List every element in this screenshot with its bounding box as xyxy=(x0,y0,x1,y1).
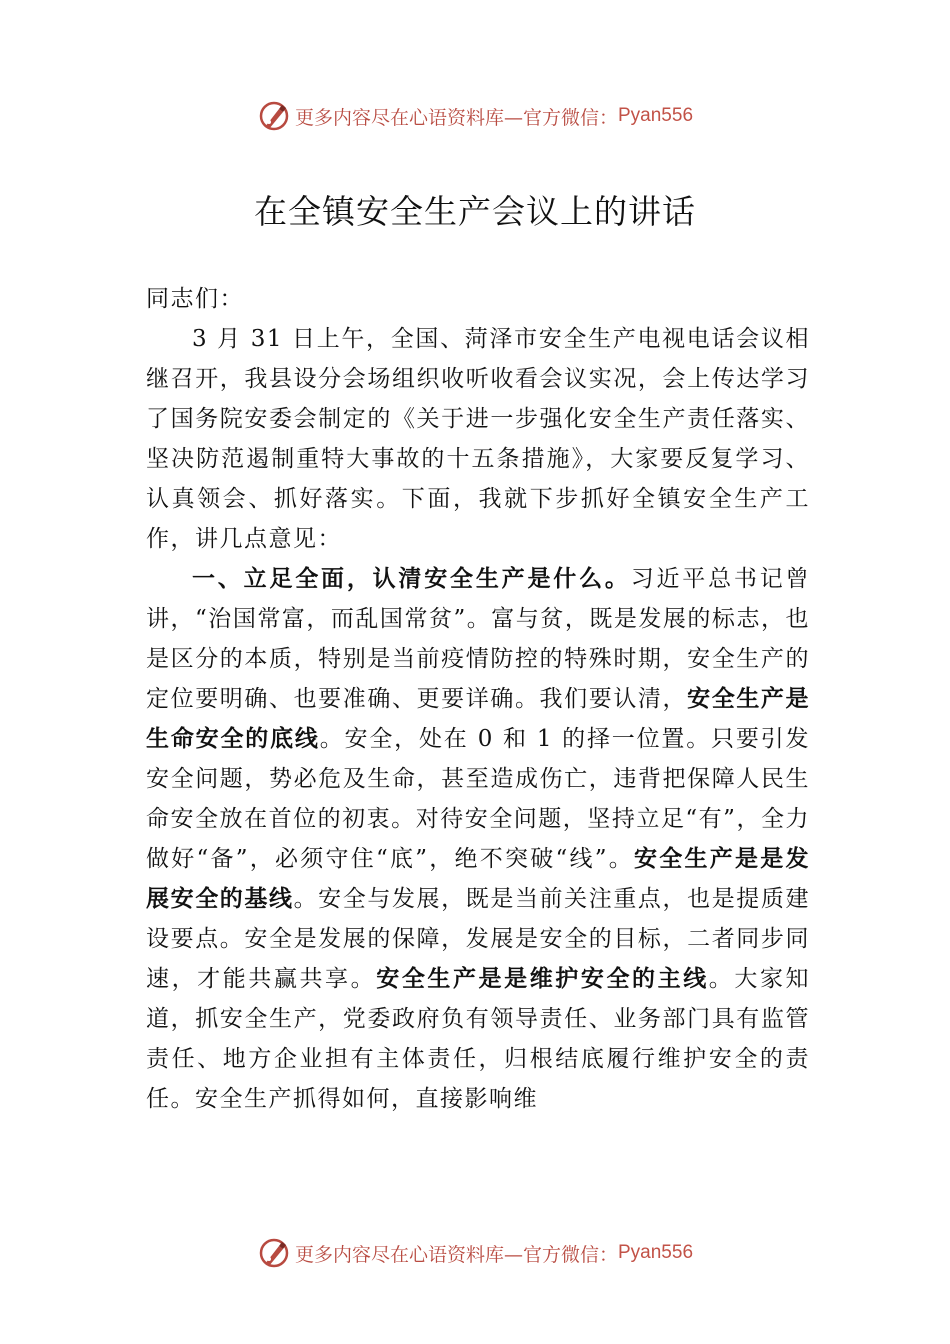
pen-logo-icon xyxy=(257,99,291,133)
paragraph-text: 。大家知道，抓安全生产，党委政府负有领导责任、业务部门具有监管责任、地方企业担有主体责任，归根结底履行维护安全的责任。安全生产抓得如何，直接影响维 xyxy=(146,966,811,1112)
salutation: 同志们： xyxy=(146,286,244,312)
header-banner xyxy=(0,96,950,136)
document-title: 在全镇安全生产会议上的讲话 xyxy=(254,192,696,231)
banner-text: 更多内容尽在心语资料库—官方微信： xyxy=(294,1243,618,1266)
footer-banner xyxy=(0,1233,950,1273)
paragraph-text: 习近平总书记曾讲，“治国常富，而乱国常贫”。富与贫，既是发展的标志，也是区分的本质，特别是当前疫情防控的特殊时期，安全生产的定位要明确、也要准确、更要详确。我们要认清， xyxy=(146,566,811,712)
emphasis-text: 安全生产是生命安全的底线 xyxy=(146,686,811,752)
emphasis-text: 安全生产是是发展安全的基线 xyxy=(146,846,811,912)
pen-logo-icon xyxy=(257,1236,291,1270)
paragraph-intro: 3 月 31 日上午，全国、菏泽市安全生产电视电话会议相继召开，我县设分会场组织收听收看会议实况，会上传达学习了国务院安委会制定的《关于进一步强化安全生产责任落实、坚决防范遏制重特大事故的十五条措施》，大家要反复学习、认真领会、抓好落实。下面，我就下步抓好全镇安全生产工作，讲几点意见： xyxy=(146,326,810,552)
banner-text: 更多内容尽在心语资料库—官方微信： xyxy=(294,106,618,129)
paragraph-text: 。安全与发展，既是当前关注重点，也是提质建设要点。安全是发展的保障，发展是安全的目标，二者同步同速，才能共赢共享。 xyxy=(146,886,811,992)
paragraph-text: 。安全，处在 0 和 1 的择一位置。只要引发安全问题，势必危及生命，甚至造成伤亡，违背把保障人民生命安全放在首位的初衷。对待安全问题，坚持立足“有”，全力做好“备”，必须守住“底”，绝不突破“线”。 xyxy=(146,726,810,872)
emphasis-text: 安全生产是是维护安全的主线 xyxy=(376,966,709,992)
section-heading: 一、立足全面，认清安全生产是什么。 xyxy=(192,566,631,592)
paragraph-section-one xyxy=(146,559,810,1119)
document-body xyxy=(146,279,810,1119)
banner-account: Pyan556 xyxy=(618,105,694,126)
banner-account: Pyan556 xyxy=(618,1242,694,1263)
